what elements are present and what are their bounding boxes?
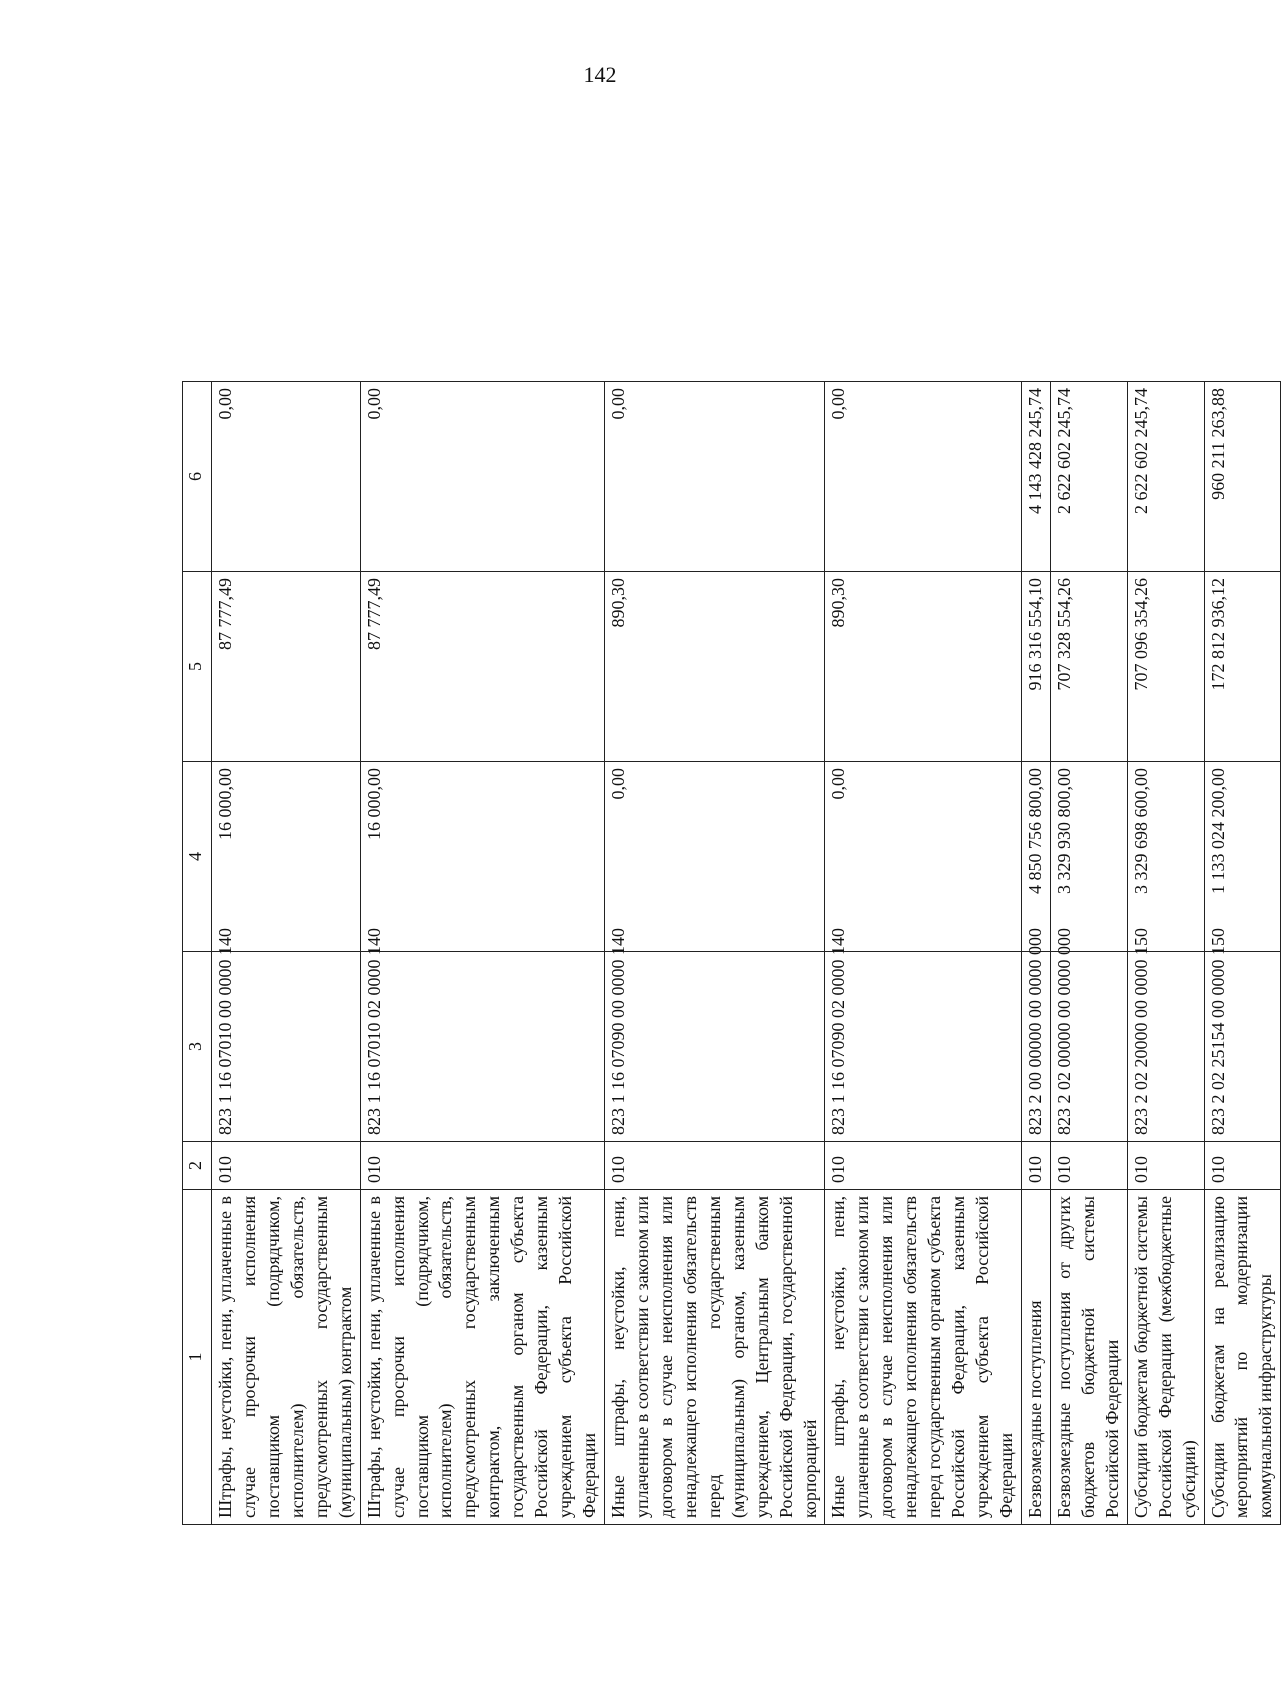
table-row [1204,382,1281,1525]
row-code: 010 [1050,1142,1127,1190]
row-kbk: 823 2 02 00000 00 0000 000 [1050,952,1127,1142]
row-name: Безвозмездные поступления [1021,1190,1050,1525]
row-kbk: 823 1 16 07010 00 0000 140 [212,952,361,1142]
header-col-3: 3 [183,952,212,1142]
row-name: Штрафы, неустойки, пени, уплаченные в случае просрочки исполнения поставщиком (подрядчиком, исполнителем) обязательств, предусмотренных государственным (муниципальным) контрактом [212,1190,361,1525]
header-col-4: 4 [183,762,212,952]
row-name: Субсидии бюджетам на реализацию мероприятий по модернизации коммунальной инфраструктуры [1204,1190,1281,1525]
header-col-2: 2 [183,1142,212,1190]
row-value-col5: 890,30 [605,572,825,762]
row-value-col6: 0,00 [212,382,361,572]
row-code: 010 [605,1142,825,1190]
table-row [1127,382,1204,1525]
table-row [212,382,361,1525]
row-value-col6: 2 622 602 245,74 [1050,382,1127,572]
row-code: 010 [360,1142,604,1190]
row-value-col4: 16 000,00 [212,762,361,952]
row-kbk: 823 1 16 07010 02 0000 140 [360,952,604,1142]
budget-table [182,381,1281,1525]
row-value-col6: 0,00 [825,382,1022,572]
row-value-col5: 172 812 936,12 [1204,572,1281,762]
row-value-col4: 0,00 [825,762,1022,952]
row-value-col6: 0,00 [360,382,604,572]
row-name: Штрафы, неустойки, пени, уплаченные в случае просрочки исполнения поставщиком (подрядчиком, исполнителем) обязательств, предусмотренных государственным контрактом, заключенным государственным органом субъекта Российской Федерации, казенным учреждением субъекта Российской Федерации [360,1190,604,1525]
row-value-col5: 890,30 [825,572,1022,762]
table-header-row [183,382,212,1525]
row-value-col4: 1 133 024 200,00 [1204,762,1281,952]
row-kbk: 823 1 16 07090 00 0000 140 [605,952,825,1142]
table-row [360,382,604,1525]
row-value-col4: 4 850 756 800,00 [1021,762,1050,952]
row-value-col5: 87 777,49 [360,572,604,762]
row-value-col4: 3 329 930 800,00 [1050,762,1127,952]
row-value-col6: 4 143 428 245,74 [1021,382,1050,572]
table-row [605,382,825,1525]
rotated-table-container [182,382,1276,1525]
row-code: 010 [1021,1142,1050,1190]
row-value-col6: 960 211 263,88 [1204,382,1281,572]
table-row [825,382,1022,1525]
header-col-1: 1 [183,1190,212,1525]
header-col-6: 6 [183,382,212,572]
row-code: 010 [1127,1142,1204,1190]
row-value-col4: 16 000,00 [360,762,604,952]
row-value-col4: 0,00 [605,762,825,952]
row-kbk: 823 2 00 00000 00 0000 000 [1021,952,1050,1142]
row-kbk: 823 1 16 07090 02 0000 140 [825,952,1022,1142]
page-number: 142 [583,62,617,87]
row-name: Иные штрафы, неустойки, пени, уплаченные в соответствии с законом или договором в случае неисполнения или ненадлежащего исполнения обязательств перед государственным органом субъекта Российской Федерации, казенным учреждением субъекта Российской Федерации [825,1190,1022,1525]
row-kbk: 823 2 02 25154 00 0000 150 [1204,952,1281,1142]
row-value-col5: 916 316 554,10 [1021,572,1050,762]
row-value-col5: 707 328 554,26 [1050,572,1127,762]
table-row [1050,382,1127,1525]
row-value-col6: 0,00 [605,382,825,572]
table-row [1021,382,1050,1525]
row-code: 010 [1204,1142,1281,1190]
row-value-col6: 2 622 602 245,74 [1127,382,1204,572]
row-name: Субсидии бюджетам бюджетной системы Российской Федерации (межбюджетные субсидии) [1127,1190,1204,1525]
row-name: Безвозмездные поступления от других бюджетов бюджетной системы Российской Федерации [1050,1190,1127,1525]
row-value-col5: 87 777,49 [212,572,361,762]
row-value-col4: 3 329 698 600,00 [1127,762,1204,952]
header-col-5: 5 [183,572,212,762]
row-code: 010 [825,1142,1022,1190]
row-kbk: 823 2 02 20000 00 0000 150 [1127,952,1204,1142]
row-value-col5: 707 096 354,26 [1127,572,1204,762]
row-code: 010 [212,1142,361,1190]
row-name: Иные штрафы, неустойки, пени, уплаченные в соответствии с законом или договором в случае неисполнения или ненадлежащего исполнения обязательств перед государственным (муниципальным) органом, казенным учреждением, Центральным банком Российской Федерации, государственной корпорацией [605,1190,825,1525]
